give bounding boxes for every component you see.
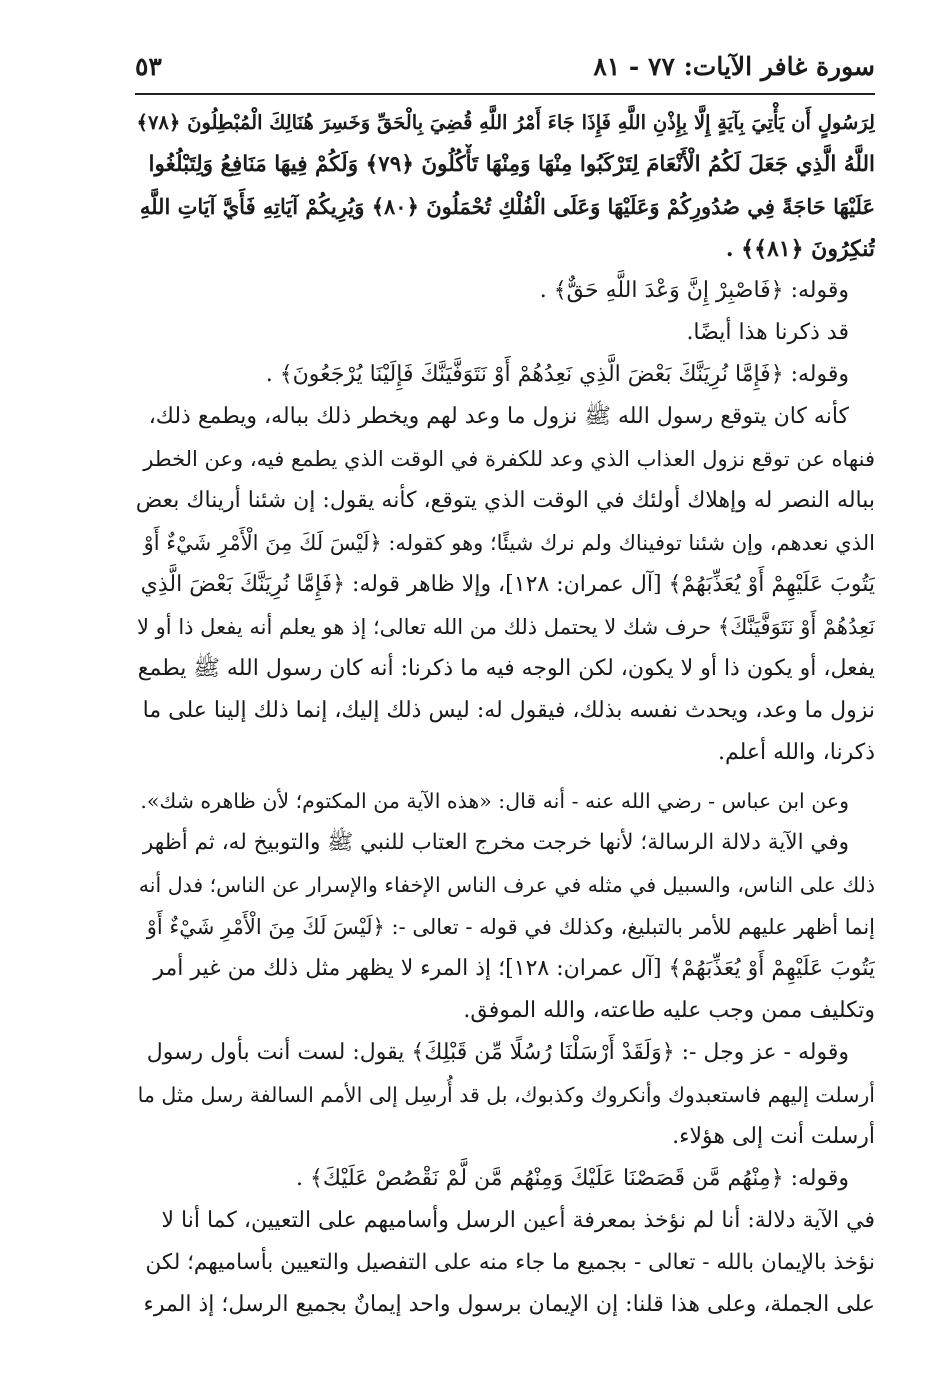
text-line: وقوله: ﴿فَإِمَّا نُرِيَنَّكَ بَعْضَ الَّذِي نَعِدُهُمْ أَوْ نَتَوَفَّيَنَّكَ فَإِلَيْنَا يُرْجَعُونَ﴾ . <box>265 362 849 387</box>
text-line: نؤخذ بالإيمان بالله - تعالى - بجميع ما جاء منه على التفصيل والتعيين بأساميهم؛ لكن <box>145 1250 875 1275</box>
text-line: بباله النصر له وإهلاك أولئك في الوقت الذي يتوقع، كأنه يقول: إن شئنا أريناك بعض <box>135 488 875 513</box>
text-line: نَعِدُهُمْ أَوْ نَتَوَفَّيَنَّكَ﴾ حرف شك لا يحتمل ذلك من الله تعالى؛ إذ هو يعلم أنه يفعل ذا أو لا <box>137 615 875 639</box>
text-line: يَتُوبَ عَلَيْهِمْ أَوْ يُعَذِّبَهُمْ﴾ [آل عمران: ١٢٨]، وإلا ظاهر قوله: ﴿فَإِمَّا نُرِيَنَّكَ بَعْضَ الَّذِي <box>140 572 875 597</box>
text-line: يفعل، أو يكون ذا أو لا يكون، لكن الوجه فيه ما ذكرنا: أنه كان رسول الله ﷺ يطمع <box>137 656 875 681</box>
text-line: الذي نعدهم، وإن شئنا توفيناك ولم نرك شيئًا؛ وهو كقوله: ﴿لَيْسَ لَكَ مِنَ الْأَمْرِ شَيْءٌ أَوْ <box>143 531 875 555</box>
text-line: وعن ابن عباس - رضي الله عنه - أنه قال: «هذه الآية من المكتوم؛ لأن ظاهره شك». <box>140 789 849 813</box>
text-line: وقوله: ﴿فَاصْبِرْ إِنَّ وَعْدَ اللَّهِ حَقٌّ﴾ . <box>539 278 849 303</box>
text-line: عَلَيْهَا حَاجَةً فِي صُدُورِكُمْ وَعَلَيْهَا وَعَلَى الْفُلْكِ تُحْمَلُونَ ﴿٨٠﴾ وَيُرِيكُمْ آيَاتِهِ فَأَيَّ آيَاتِ اللَّهِ <box>139 194 875 219</box>
text-line: اللَّهُ الَّذِي جَعَلَ لَكُمُ الْأَنْعَامَ لِتَرْكَبُوا مِنْهَا وَمِنْهَا تَأْكُلُونَ ﴿٧٩﴾ وَلَكُمْ فِيهَا مَنَافِعُ وَلِتَبْلُغُوا <box>148 152 875 177</box>
text-line: فنهاه عن توقع نزول العذاب الذي وعد للكفرة في الوقت الذي يطمع فيه، وعن الخطر <box>143 447 875 471</box>
text-line: وفي الآية دلالة الرسالة؛ لأنها خرجت مخرج العتاب للنبي ﷺ والتوبيخ له، ثم أظهر <box>142 830 849 855</box>
running-header <box>135 40 875 90</box>
text-line: كأنه كان يتوقع رسول الله ﷺ نزول ما وعد لهم ويخطر ذلك بباله، ويطمع ذلك، <box>148 404 849 429</box>
surah-heading: سورة غافر الآيات: ٧٧ - ٨١ <box>593 52 875 81</box>
text-line: في الآية دلالة: أنا لم نؤخذ بمعرفة أعين الرسل وأساميهم على التعيين، كما أنا لا <box>161 1208 875 1233</box>
text-line: نزول ما وعد، ويحدث نفسه بذلك، فيقول له: ليس ذلك إليك، إنما ذلك إلينا على ما <box>142 698 875 723</box>
page-body-text <box>135 102 875 1326</box>
text-line: يَتُوبَ عَلَيْهِمْ أَوْ يُعَذِّبَهُمْ﴾ [آل عمران: ١٢٨]؛ إذ المرء لا يظهر مثل ذلك من غير أمر <box>153 956 875 981</box>
text-line: تُنكِرُونَ ﴿٨١﴾﴾ . <box>725 236 875 262</box>
header-divider <box>135 93 875 95</box>
text-line: إنما أظهر عليهم للأمر بالتبليغ، وكذلك في قوله - تعالى -: ﴿لَيْسَ لَكَ مِنَ الْأَمْرِ شَيْءٌ أَوْ <box>146 915 875 939</box>
text-line: ذكرنا، والله أعلم. <box>718 740 875 765</box>
text-line: ذلك على الناس، والسبيل في مثله في عرف الناس الإخفاء والإسرار عن الناس؛ فدل أنه <box>138 873 875 897</box>
text-line: على الجملة، وعلى هذا قلنا: إن الإيمان برسول واحد إيمانٌ بجميع الرسل؛ إذ المرء <box>143 1292 875 1317</box>
text-line: أرسلت أنت إلى هؤلاء. <box>672 1124 875 1149</box>
text-line: وقوله - عز وجل -: ﴿وَلَقَدْ أَرْسَلْنَا رُسُلًا مِّن قَبْلِكَ﴾ يقول: لست أنت بأول رسول <box>146 1040 849 1065</box>
text-line: لِرَسُولٍ أَن يَأْتِيَ بِآيَةٍ إِلَّا بِإِذْنِ اللَّهِ فَإِذَا جَاءَ أَمْرُ اللَّهِ قُضِيَ بِالْحَقِّ وَخَسِرَ هُنَالِكَ الْمُبْطِلُونَ ﴿٧٨﴾ <box>136 111 875 134</box>
text-line: قد ذكرنا هذا أيضًا. <box>686 320 849 345</box>
text-line: وتكليف ممن وجب عليه طاعته، والله الموفق. <box>463 998 875 1023</box>
text-line: وقوله: ﴿مِنْهُم مَّن قَصَصْنَا عَلَيْكَ وَمِنْهُم مَّن لَّمْ نَقْصُصْ عَلَيْكَ﴾ . <box>295 1166 849 1191</box>
text-line: أرسلت إليهم فاستعبدوك وأنكروك وكذبوك، بل قد أُرسِل إلى الأمم السالفة رسل مثل ما <box>137 1083 875 1107</box>
page-number: ٥٣ <box>135 52 162 81</box>
